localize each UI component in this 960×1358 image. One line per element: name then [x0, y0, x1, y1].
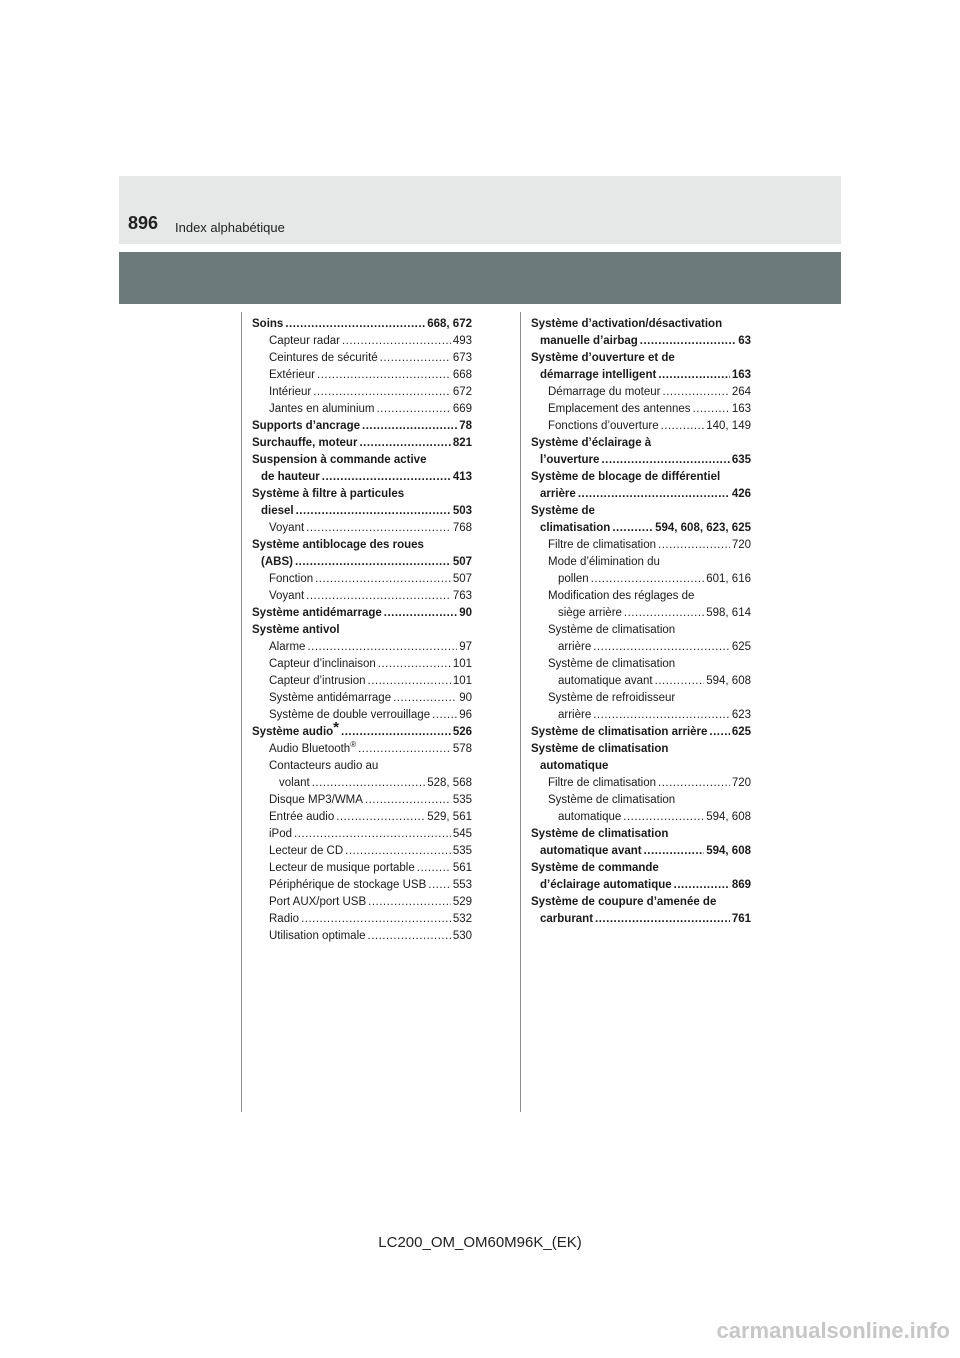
index-entry-label: Système antidémarrage — [252, 607, 382, 619]
index-entry-label: Voyant — [269, 590, 305, 602]
index-entry-page: 625 — [731, 726, 751, 738]
index-entry-page: 761 — [731, 913, 751, 925]
index-entry-page: 413 — [452, 471, 472, 483]
index-entry — [252, 401, 472, 418]
dot-leader — [368, 673, 451, 690]
dot-leader — [661, 418, 705, 435]
index-entry — [531, 469, 751, 486]
dot-leader — [709, 724, 729, 741]
index-entry-label: automatique avant — [558, 675, 653, 687]
dot-leader — [301, 911, 451, 928]
index-entry — [531, 894, 751, 911]
dot-leader — [342, 333, 451, 350]
index-entry — [252, 418, 472, 435]
index-entry-label: Système de double verrouillage — [269, 709, 431, 721]
dot-leader — [428, 877, 451, 894]
dot-leader — [393, 690, 457, 707]
index-entry-page: 720 — [731, 777, 751, 789]
index-entry-label: Fonction — [269, 573, 314, 585]
index-entry-page: 90 — [459, 607, 472, 619]
index-entry — [531, 809, 751, 826]
dot-leader — [368, 928, 451, 945]
index-entry-label: démarrage intelligent — [540, 369, 657, 381]
index-entry-label: arrière — [558, 709, 592, 721]
index-entry-label: Capteur d’inclinaison — [269, 658, 376, 670]
index-entry-page: 530 — [452, 930, 472, 942]
dot-leader — [336, 809, 425, 826]
index-entry — [252, 860, 472, 877]
index-entry-page: 594, 608, 623, 625 — [655, 522, 751, 534]
index-entry — [252, 452, 472, 469]
dot-leader — [376, 401, 450, 418]
index-entry-label: carburant — [540, 913, 594, 925]
index-entry-label: Filtre de climatisation — [548, 539, 657, 551]
index-entry-label: iPod — [269, 828, 293, 840]
index-entry-label: (ABS) — [261, 556, 293, 568]
index-entry-label: Système antidémarrage — [269, 692, 392, 704]
index-entry — [252, 673, 472, 690]
index-entry — [531, 588, 751, 605]
index-entry — [252, 503, 472, 520]
index-entry-label: Lecteur de musique portable — [269, 862, 415, 874]
index-entry-label: Supports d’ancrage — [252, 420, 360, 432]
index-entry — [531, 418, 751, 435]
index-entry — [531, 350, 751, 367]
index-entry-page: 140, 149 — [706, 420, 751, 432]
index-entry — [252, 690, 472, 707]
index-entry — [252, 792, 472, 809]
index-column-right — [531, 316, 751, 928]
dot-leader — [693, 401, 730, 418]
index-entry-label: Lecteur de CD — [269, 845, 344, 857]
index-entry-label: volant — [279, 777, 310, 789]
index-entry-page: 101 — [452, 675, 472, 687]
index-entry-label: Système de refroidisseur — [548, 692, 676, 704]
index-entry — [531, 826, 751, 843]
index-entry-label: Audio Bluetooth® — [269, 740, 357, 755]
index-entry — [531, 537, 751, 554]
dot-leader — [432, 707, 457, 724]
index-entry-label: Capteur d’intrusion — [269, 675, 366, 687]
index-entry-page: 673 — [452, 352, 472, 364]
dot-leader — [317, 367, 451, 384]
index-entry-label: Utilisation optimale — [269, 930, 366, 942]
index-entry — [252, 367, 472, 384]
dot-leader — [322, 469, 451, 486]
index-entry-label: Voyant — [269, 522, 305, 534]
index-entry — [531, 758, 751, 775]
index-entry-label: Filtre de climatisation — [548, 777, 657, 789]
index-entry — [531, 520, 751, 537]
dot-leader — [644, 843, 705, 860]
index-entry-page: 601, 616 — [706, 573, 751, 585]
index-entry-label: Système de commande — [531, 862, 659, 874]
index-entry — [531, 622, 751, 639]
index-entry-label: Contacteurs audio au — [269, 760, 379, 772]
column-divider-right — [520, 312, 521, 1112]
index-entry — [252, 826, 472, 843]
index-entry-label: Disque MP3/WMA — [269, 794, 363, 806]
index-entry — [531, 707, 751, 724]
dot-leader — [640, 333, 736, 350]
index-entry-page: 535 — [452, 845, 472, 857]
dot-leader — [595, 911, 730, 928]
index-entry-label: d’éclairage automatique — [540, 879, 672, 891]
index-entry-page: 578 — [452, 743, 472, 755]
index-entry-label: Ceintures de sécurité — [269, 352, 378, 364]
dot-leader — [313, 384, 451, 401]
index-entry-label: l’ouverture — [540, 454, 600, 466]
index-entry — [252, 639, 472, 656]
index-entry-page: 545 — [452, 828, 472, 840]
index-entry — [531, 605, 751, 622]
index-entry — [531, 775, 751, 792]
index-entry — [252, 316, 472, 333]
index-entry — [252, 333, 472, 350]
index-entry-page: 561 — [452, 862, 472, 874]
index-entry — [531, 333, 751, 350]
dot-leader — [663, 384, 730, 401]
index-entry-label: Système d’ouverture et de — [531, 352, 675, 364]
index-entry-label: pollen — [558, 573, 589, 585]
index-entry — [531, 741, 751, 758]
index-entry-label: Alarme — [269, 641, 306, 653]
dot-leader — [674, 877, 730, 894]
index-entry-label: Système de climatisation — [531, 828, 669, 840]
index-entry-page: 669 — [452, 403, 472, 415]
index-entry-page: 598, 614 — [706, 607, 751, 619]
index-entry-page: 768 — [452, 522, 472, 534]
index-entry-label: Système de climatisation — [531, 743, 669, 755]
dot-leader — [623, 809, 704, 826]
index-entry-label: Système de climatisation arrière — [531, 726, 708, 738]
index-entry — [531, 401, 751, 418]
dot-leader — [368, 894, 451, 911]
index-entry-label: Système de — [531, 505, 595, 517]
registered-mark: ® — [350, 740, 357, 750]
index-entry — [252, 928, 472, 945]
dot-leader — [312, 775, 426, 792]
dot-leader — [593, 707, 730, 724]
index-entry-label: automatique — [558, 811, 622, 823]
index-entry-label: Mode d’élimination du — [548, 556, 660, 568]
index-entry — [531, 877, 751, 894]
index-entry-page: 503 — [452, 505, 472, 517]
dot-leader — [359, 435, 450, 452]
index-entry — [252, 911, 472, 928]
index-entry — [252, 469, 472, 486]
index-entry — [252, 435, 472, 452]
index-entry-label: Entrée audio — [269, 811, 335, 823]
index-entry — [252, 775, 472, 792]
index-entry — [531, 435, 751, 452]
index-entry-label: Système à filtre à particules — [252, 488, 405, 500]
index-entry — [252, 605, 472, 622]
dot-leader — [307, 639, 457, 656]
index-entry-page: 672 — [452, 386, 472, 398]
index-column-left — [252, 316, 472, 945]
dot-leader — [591, 571, 705, 588]
index-entry-label: Système d’activation/désactivation — [531, 318, 723, 330]
index-entry-page: 594, 608 — [706, 845, 751, 857]
index-entry-label: Port AUX/port USB — [269, 896, 367, 908]
index-entry-page: 526 — [452, 726, 472, 738]
index-entry-page: 594, 608 — [706, 811, 751, 823]
index-entry — [531, 486, 751, 503]
index-entry-label: Périphérique de stockage USB — [269, 879, 427, 891]
index-entry — [252, 537, 472, 554]
index-entry-label: Surchauffe, moteur — [252, 437, 358, 449]
dot-leader — [294, 826, 451, 843]
index-entry — [531, 656, 751, 673]
index-entry-label: Système de blocage de différentiel — [531, 471, 721, 483]
index-entry-label: Système de climatisation — [548, 658, 676, 670]
dot-leader — [624, 605, 704, 622]
index-entry — [531, 452, 751, 469]
index-entry-page: 426 — [731, 488, 751, 500]
watermark: carmanualsonline.info — [716, 1318, 950, 1343]
index-entry-label: Soins — [252, 318, 284, 330]
index-entry-label: Modification des réglages de — [548, 590, 695, 602]
dot-leader — [658, 775, 730, 792]
index-entry — [252, 656, 472, 673]
index-entry — [531, 911, 751, 928]
document-code: LC200_OM_OM60M96K_(EK) — [378, 1234, 582, 1251]
dot-leader — [296, 503, 451, 520]
index-entry-label: Emplacement des antennes — [548, 403, 691, 415]
index-entry-label: Fonctions d’ouverture — [548, 420, 659, 432]
dot-leader — [285, 316, 425, 333]
index-entry-page: 163 — [731, 369, 751, 381]
dot-leader — [358, 741, 451, 758]
index-entry — [252, 741, 472, 758]
dot-leader — [593, 639, 730, 656]
index-entry-label: de hauteur — [261, 471, 320, 483]
index-entry-label: Système antiblocage des roues — [252, 539, 424, 551]
index-entry-label: automatique avant — [540, 845, 642, 857]
dot-leader — [658, 537, 730, 554]
index-entry-label: climatisation — [540, 522, 611, 534]
index-entry-page: 623 — [731, 709, 751, 721]
dot-leader — [306, 588, 451, 605]
page-number: 896 — [128, 213, 159, 233]
index-entry-page: 720 — [731, 539, 751, 551]
index-entry-page: 594, 608 — [706, 675, 751, 687]
column-divider-left — [241, 312, 242, 1112]
index-entry-page: 493 — [452, 335, 472, 347]
index-entry-page: 532 — [452, 913, 472, 925]
index-entry-label: automatique — [540, 760, 609, 772]
index-entry — [252, 486, 472, 503]
index-entry-page: 668, 672 — [427, 318, 472, 330]
index-entry — [531, 554, 751, 571]
index-entry-page: 96 — [459, 709, 472, 721]
index-entry — [252, 809, 472, 826]
index-entry — [252, 719, 472, 741]
index-entry-page: 553 — [452, 879, 472, 891]
index-entry-page: 101 — [452, 658, 472, 670]
index-entry — [252, 554, 472, 571]
dot-leader — [306, 520, 451, 537]
index-entry-label: arrière — [540, 488, 576, 500]
index-entry — [531, 673, 751, 690]
index-entry-label: Suspension à commande active — [252, 454, 427, 466]
section-title: Index alphabétique — [175, 220, 285, 235]
index-entry-page: 529, 561 — [427, 811, 472, 823]
index-entry — [531, 843, 751, 860]
index-entry — [531, 316, 751, 333]
index-entry — [531, 384, 751, 401]
index-entry-page: 507 — [452, 573, 472, 585]
index-entry-label: Système audio* — [252, 719, 340, 738]
index-entry-page: 97 — [459, 641, 472, 653]
index-entry — [252, 350, 472, 367]
index-entry — [531, 639, 751, 656]
section-banner — [119, 252, 841, 304]
index-entry-page: 78 — [459, 420, 472, 432]
dot-leader — [295, 554, 451, 571]
index-entry-label: Système antivol — [252, 624, 340, 636]
index-entry-page: 535 — [452, 794, 472, 806]
dot-leader — [658, 367, 730, 384]
index-entry — [252, 622, 472, 639]
dot-leader — [601, 452, 729, 469]
index-entry — [531, 571, 751, 588]
index-entry — [252, 758, 472, 775]
index-entry-label: Système de climatisation — [548, 794, 676, 806]
dot-leader — [378, 656, 451, 673]
index-entry-page: 264 — [731, 386, 751, 398]
index-entry — [531, 792, 751, 809]
index-entry-page: 163 — [731, 403, 751, 415]
index-entry-label: Démarrage du moteur — [548, 386, 661, 398]
dot-leader — [362, 418, 457, 435]
index-entry-page: 625 — [731, 641, 751, 653]
asterisk-mark: * — [333, 719, 340, 736]
index-entry-page: 821 — [452, 437, 472, 449]
dot-leader — [365, 792, 451, 809]
index-entry — [252, 894, 472, 911]
index-entry-label: siège arrière — [558, 607, 622, 619]
index-entry-page: 507 — [452, 556, 472, 568]
index-entry-page: 528, 568 — [427, 777, 472, 789]
index-entry-label: Système d’éclairage à — [531, 437, 652, 449]
index-entry — [252, 588, 472, 605]
index-entry-page: 869 — [731, 879, 751, 891]
index-entry — [531, 503, 751, 520]
dot-leader — [315, 571, 451, 588]
index-entry-label: Système de coupure d’amenée de — [531, 896, 717, 908]
index-entry — [252, 571, 472, 588]
dot-leader — [384, 605, 457, 622]
index-entry-page: 668 — [452, 369, 472, 381]
dot-leader — [341, 724, 451, 741]
index-entry-page: 763 — [452, 590, 472, 602]
index-entry — [252, 843, 472, 860]
dot-leader — [655, 673, 705, 690]
index-entry-label: Intérieur — [269, 386, 312, 398]
index-entry-label: Système de climatisation — [548, 624, 676, 636]
index-entry — [531, 690, 751, 707]
index-entry — [252, 520, 472, 537]
dot-leader — [380, 350, 451, 367]
index-entry-page: 635 — [731, 454, 751, 466]
index-entry-label: Extérieur — [269, 369, 316, 381]
index-entry — [531, 367, 751, 384]
dot-leader — [578, 486, 730, 503]
index-entry-label: Capteur radar — [269, 335, 340, 347]
index-entry-label: manuelle d’airbag — [540, 335, 638, 347]
index-entry-label: Jantes en aluminium — [269, 403, 375, 415]
dot-leader — [417, 860, 451, 877]
index-entry — [252, 877, 472, 894]
index-entry-label: Radio — [269, 913, 300, 925]
dot-leader — [345, 843, 451, 860]
index-entry-page: 63 — [738, 335, 751, 347]
index-entry-page: 90 — [459, 692, 472, 704]
index-entry-page: 529 — [452, 896, 472, 908]
index-entry — [252, 707, 472, 724]
index-entry — [531, 860, 751, 877]
index-entry — [252, 384, 472, 401]
index-entry-label: diesel — [261, 505, 294, 517]
dot-leader — [612, 520, 653, 537]
index-entry-label: arrière — [558, 641, 592, 653]
index-entry — [531, 724, 751, 741]
